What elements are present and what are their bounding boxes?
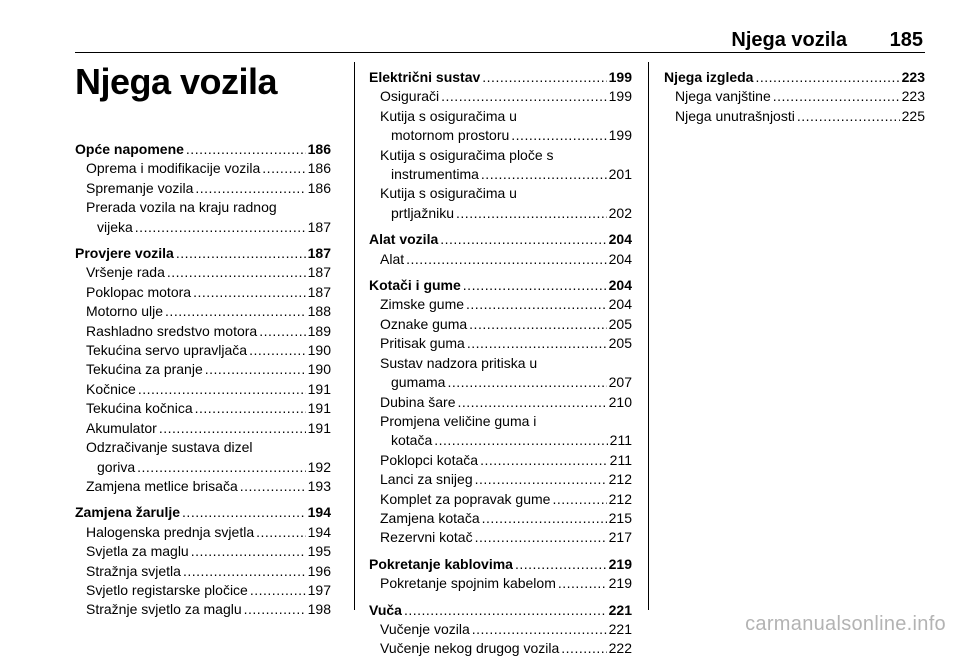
running-header: [75, 28, 925, 53]
toc-entry-continuation[interactable]: [369, 165, 632, 184]
toc-entry-title: gumama: [391, 374, 446, 391]
toc-subsection-entry[interactable]: [369, 639, 632, 658]
toc-entry-title: Oprema i modifikacije vozila: [86, 160, 261, 177]
toc-section-entry[interactable]: [75, 140, 331, 159]
dot-leader: [191, 542, 306, 561]
toc-subsection-entry[interactable]: [369, 334, 632, 353]
toc-subsection-entry[interactable]: [369, 470, 632, 489]
toc-entry-title: kotača: [391, 432, 433, 449]
dot-leader: [467, 334, 607, 353]
toc-page-number: 212: [608, 490, 632, 507]
toc-entry-title: Vršenje rada: [86, 264, 165, 281]
toc-page-number: 211: [609, 432, 632, 449]
toc-subsection-entry[interactable]: [75, 322, 331, 341]
toc-page-number: 225: [901, 107, 925, 124]
dot-leader: [515, 555, 607, 574]
toc-page-number: 189: [307, 322, 331, 339]
toc-entry-title: Tekućina servo upravljača: [86, 342, 248, 359]
toc-entry-title: Svjetla za maglu: [86, 543, 189, 560]
dot-leader: [195, 179, 305, 198]
column-divider: [648, 62, 649, 610]
toc-page-number: 198: [307, 601, 331, 618]
toc-entry-title: Dubina šare: [380, 393, 456, 410]
toc-entry-title-line: Prerada vozila na kraju radnog: [86, 199, 277, 216]
toc-page-number: 211: [609, 451, 632, 468]
dot-leader: [561, 639, 606, 658]
dot-leader: [466, 295, 607, 314]
toc-subsection-entry[interactable]: [75, 419, 331, 438]
header-title: Njega vozila: [731, 29, 847, 51]
toc-entry-title: prtljažniku: [391, 204, 455, 221]
section-spacer: [369, 223, 632, 230]
toc-subsection-entry-wrapped[interactable]: [369, 354, 632, 393]
dot-leader: [558, 574, 607, 593]
toc-subsection-entry[interactable]: [369, 528, 632, 547]
toc-subsection-entry-wrapped[interactable]: [369, 146, 632, 185]
dot-leader: [482, 68, 606, 87]
toc-entry-title: Pokretanje kablovima: [369, 555, 513, 572]
toc-entry-title: goriva: [97, 458, 136, 475]
toc-entry-title: Alat: [380, 250, 405, 267]
toc-page-number: 223: [901, 69, 925, 85]
toc-subsection-entry[interactable]: [75, 263, 331, 282]
toc-entry-title-line: Promjena veličine guma i: [380, 412, 537, 429]
toc-entry-title: Lanci za snijeg: [380, 471, 473, 488]
toc-page-number: 186: [307, 179, 331, 196]
toc-entry-title-line: Kutija s osiguračima u: [380, 185, 517, 202]
toc-entry-title: Električni sustav: [369, 69, 481, 85]
toc-page-number: 194: [307, 523, 331, 540]
toc-entry-title: Komplet za popravak gume: [380, 490, 551, 507]
toc-page-number: 204: [608, 250, 632, 267]
toc-entry-title: Opće napomene: [75, 141, 184, 157]
toc-subsection-entry[interactable]: [369, 87, 632, 106]
dot-leader: [463, 276, 607, 295]
toc-page-number: 221: [608, 601, 632, 618]
toc-entry-continuation[interactable]: [369, 204, 632, 223]
dot-leader: [195, 399, 306, 418]
toc-entry-title: Akumulator: [86, 419, 157, 436]
toc-column-2: [369, 68, 632, 659]
dot-leader: [240, 477, 306, 496]
toc-subsection-entry[interactable]: [75, 360, 331, 379]
toc-subsection-entry[interactable]: [369, 295, 632, 314]
toc-page-number: 205: [608, 335, 632, 352]
toc-entry-continuation[interactable]: [369, 373, 632, 392]
toc-entry-title: Svjetlo registarske pločice: [86, 581, 248, 598]
dot-leader: [441, 87, 607, 106]
section-spacer: [75, 496, 331, 503]
toc-subsection-entry[interactable]: [75, 283, 331, 302]
toc-entry-continuation[interactable]: [369, 126, 632, 145]
toc-entry-title: Kotači i gume: [369, 277, 461, 294]
toc-section-entry[interactable]: [75, 503, 331, 522]
toc-subsection-entry[interactable]: [75, 542, 331, 561]
dot-leader: [511, 126, 606, 145]
toc-entry-title: Njega izgleda: [664, 69, 754, 85]
toc-subsection-entry[interactable]: [369, 509, 632, 528]
toc-subsection-entry[interactable]: [75, 562, 331, 581]
toc-entry-title: Njega unutrašnjosti: [675, 107, 795, 124]
dot-leader: [256, 523, 306, 542]
dot-leader: [481, 165, 607, 184]
toc-subsection-entry[interactable]: [75, 302, 331, 321]
toc-entry-title: Zamjena kotača: [380, 509, 480, 526]
toc-subsection-entry[interactable]: [75, 477, 331, 496]
toc-page-number: 221: [608, 620, 632, 637]
dot-leader: [469, 315, 606, 334]
toc-page-number: 201: [608, 166, 632, 183]
toc-entry-title: Zimske gume: [380, 296, 465, 313]
toc-entry-continuation[interactable]: [369, 431, 632, 450]
toc-page-number: 199: [608, 88, 632, 105]
dot-leader: [186, 140, 306, 159]
dot-leader: [434, 431, 607, 450]
toc-page-number: 222: [608, 640, 632, 657]
column-divider: [354, 62, 355, 610]
toc-section-entry[interactable]: [369, 555, 632, 574]
toc-page-number: 193: [307, 477, 331, 494]
toc-entry-title: Stražnje svjetlo za maglu: [86, 601, 242, 618]
toc-section-entry[interactable]: [369, 230, 632, 249]
dot-leader: [135, 218, 306, 237]
dot-leader: [250, 581, 306, 600]
dot-leader: [176, 244, 306, 263]
dot-leader: [244, 600, 306, 619]
toc-subsection-entry[interactable]: [369, 250, 632, 269]
toc-entry-title: Motorno ulje: [86, 303, 164, 320]
dot-leader: [406, 250, 607, 269]
dot-leader: [480, 451, 608, 470]
toc-entry-title-line: Kutija s osiguračima ploče s: [380, 146, 554, 163]
toc-subsection-entry[interactable]: [75, 380, 331, 399]
toc-entry-title: Halogenska prednja svjetla: [86, 523, 255, 540]
toc-page-number: 196: [307, 562, 331, 579]
toc-entry-title: Stražnja svjetla: [86, 562, 181, 579]
toc-page-number: 219: [608, 555, 632, 572]
toc-page-number: 195: [307, 543, 331, 560]
toc-entry-title: Zamjena žarulje: [75, 504, 181, 521]
section-spacer: [369, 269, 632, 276]
toc-entry-title: Vučenje nekog drugog vozila: [380, 640, 560, 657]
toc-page-number: 186: [307, 160, 331, 177]
toc-entry-title: Rezervni kotač: [380, 529, 473, 546]
dot-leader: [167, 263, 306, 282]
toc-entry-title: vijeka: [97, 218, 133, 235]
toc-subsection-entry-wrapped[interactable]: [369, 412, 632, 451]
chapter-title: Njega vozila: [75, 61, 278, 102]
toc-page-number: 190: [307, 361, 331, 378]
dot-leader: [159, 419, 306, 438]
toc-section-entry[interactable]: [369, 276, 632, 295]
dot-leader: [193, 283, 306, 302]
toc-page-number: 190: [307, 342, 331, 359]
toc-entry-title: Njega vanjštine: [675, 88, 771, 105]
toc-page-number: 202: [608, 204, 632, 221]
toc-page-number: 217: [608, 529, 632, 546]
toc-subsection-entry[interactable]: [75, 179, 331, 198]
toc-entry-title: Provjere vozila: [75, 245, 174, 262]
dot-leader: [404, 601, 607, 620]
dot-leader: [755, 68, 899, 87]
toc-page-number: 210: [608, 393, 632, 410]
watermark: carmanualsonline.info: [745, 613, 946, 635]
toc-entry-title: Pritisak guma: [380, 335, 465, 352]
toc-page-number: 194: [307, 504, 331, 521]
dot-leader: [259, 322, 305, 341]
dot-leader: [165, 302, 306, 321]
toc-page-number: 187: [307, 264, 331, 281]
toc-page-number: 205: [608, 315, 632, 332]
dot-leader: [137, 458, 306, 477]
toc-page-number: 207: [608, 374, 632, 391]
toc-entry-title: instrumentima: [391, 166, 479, 183]
toc-page-number: 197: [307, 581, 331, 598]
dot-leader: [475, 470, 607, 489]
toc-page-number: 187: [307, 283, 331, 300]
toc-subsection-entry-wrapped[interactable]: [75, 198, 331, 237]
dot-leader: [183, 562, 306, 581]
toc-page-number: 187: [307, 245, 331, 262]
toc-entry-title: Poklopac motora: [86, 283, 192, 300]
toc-subsection-entry[interactable]: [369, 315, 632, 334]
dot-leader: [440, 230, 606, 249]
toc-entry-title: Pokretanje spojnim kabelom: [380, 575, 556, 592]
dot-leader: [249, 341, 306, 360]
toc-column-3: [664, 68, 925, 126]
toc-subsection-entry-wrapped[interactable]: [75, 438, 331, 477]
toc-entry-title: Rashladno sredstvo motora: [86, 322, 258, 339]
toc-entry-title: Tekućina za pranje: [86, 361, 203, 378]
toc-subsection-entry[interactable]: [664, 107, 925, 126]
toc-subsection-entry[interactable]: [75, 159, 331, 178]
toc-entry-title: Zamjena metlice brisača: [86, 477, 238, 494]
toc-page-number: 199: [608, 127, 632, 144]
toc-entry-title: motornom prostoru: [391, 127, 510, 144]
toc-entry-title: Osigurači: [380, 88, 440, 105]
toc-entry-continuation[interactable]: [75, 218, 331, 237]
toc-column-1: [75, 140, 331, 620]
toc-entry-title: Alat vozila: [369, 231, 439, 248]
toc-page-number: 191: [307, 419, 331, 436]
toc-section-entry[interactable]: [664, 68, 925, 87]
toc-entry-title: Poklopci kotača: [380, 451, 479, 468]
toc-page-number: 191: [307, 400, 331, 417]
toc-page-number: 199: [608, 69, 632, 85]
toc-entry-title-line: Kutija s osiguračima u: [380, 107, 517, 124]
toc-entry-title: Vuča: [369, 601, 402, 618]
dot-leader: [205, 360, 306, 379]
toc-page-number: 192: [307, 458, 331, 475]
toc-subsection-entry[interactable]: [75, 341, 331, 360]
dot-leader: [773, 87, 900, 106]
section-spacer: [369, 548, 632, 555]
toc-entry-continuation[interactable]: [75, 458, 331, 477]
toc-subsection-entry[interactable]: [369, 490, 632, 509]
toc-page-number: 191: [307, 380, 331, 397]
dot-leader: [456, 204, 607, 223]
dot-leader: [262, 159, 305, 178]
dot-leader: [552, 490, 606, 509]
toc-page-number: 204: [608, 231, 632, 248]
toc-subsection-entry[interactable]: [369, 620, 632, 639]
toc-entry-title: Oznake guma: [380, 315, 468, 332]
dot-leader: [472, 620, 607, 639]
toc-section-entry[interactable]: [369, 601, 632, 620]
dot-leader: [138, 380, 306, 399]
dot-leader: [182, 503, 306, 522]
toc-entry-title: Kočnice: [86, 380, 136, 397]
toc-page-number: 204: [608, 296, 632, 313]
toc-page-number: 187: [307, 218, 331, 235]
toc-entry-title: Vučenje vozila: [380, 620, 470, 637]
toc-subsection-entry[interactable]: [369, 574, 632, 593]
toc-page-number: 186: [307, 141, 331, 157]
header-page-number: 185: [889, 29, 923, 51]
toc-page-number: 219: [608, 575, 632, 592]
dot-leader: [797, 107, 900, 126]
toc-subsection-entry[interactable]: [75, 523, 331, 542]
toc-subsection-entry[interactable]: [664, 87, 925, 106]
section-spacer: [369, 594, 632, 601]
toc-entry-title-line: Sustav nadzora pritiska u: [380, 354, 538, 371]
toc-subsection-entry-wrapped[interactable]: [369, 107, 632, 146]
toc-entry-title: Tekućina kočnica: [86, 400, 193, 417]
dot-leader: [475, 528, 607, 547]
toc-page-number: 223: [901, 88, 925, 105]
toc-page-number: 188: [307, 303, 331, 320]
toc-entry-title-line: Odzračivanje sustava dizel: [86, 439, 253, 456]
toc-page-number: 212: [608, 471, 632, 488]
toc-entry-title: Spremanje vozila: [86, 179, 194, 196]
toc-subsection-entry[interactable]: [75, 581, 331, 600]
toc-section-entry[interactable]: [369, 68, 632, 87]
toc-subsection-entry[interactable]: [369, 393, 632, 412]
toc-section-entry[interactable]: [75, 244, 331, 263]
dot-leader: [458, 393, 607, 412]
section-spacer: [75, 237, 331, 244]
toc-subsection-entry-wrapped[interactable]: [369, 184, 632, 223]
toc-page-number: 215: [608, 509, 632, 526]
toc-subsection-entry[interactable]: [75, 399, 331, 418]
toc-page-number: 204: [608, 277, 632, 294]
dot-leader: [447, 373, 606, 392]
dot-leader: [482, 509, 607, 528]
toc-subsection-entry[interactable]: [75, 600, 331, 619]
toc-subsection-entry[interactable]: [369, 451, 632, 470]
